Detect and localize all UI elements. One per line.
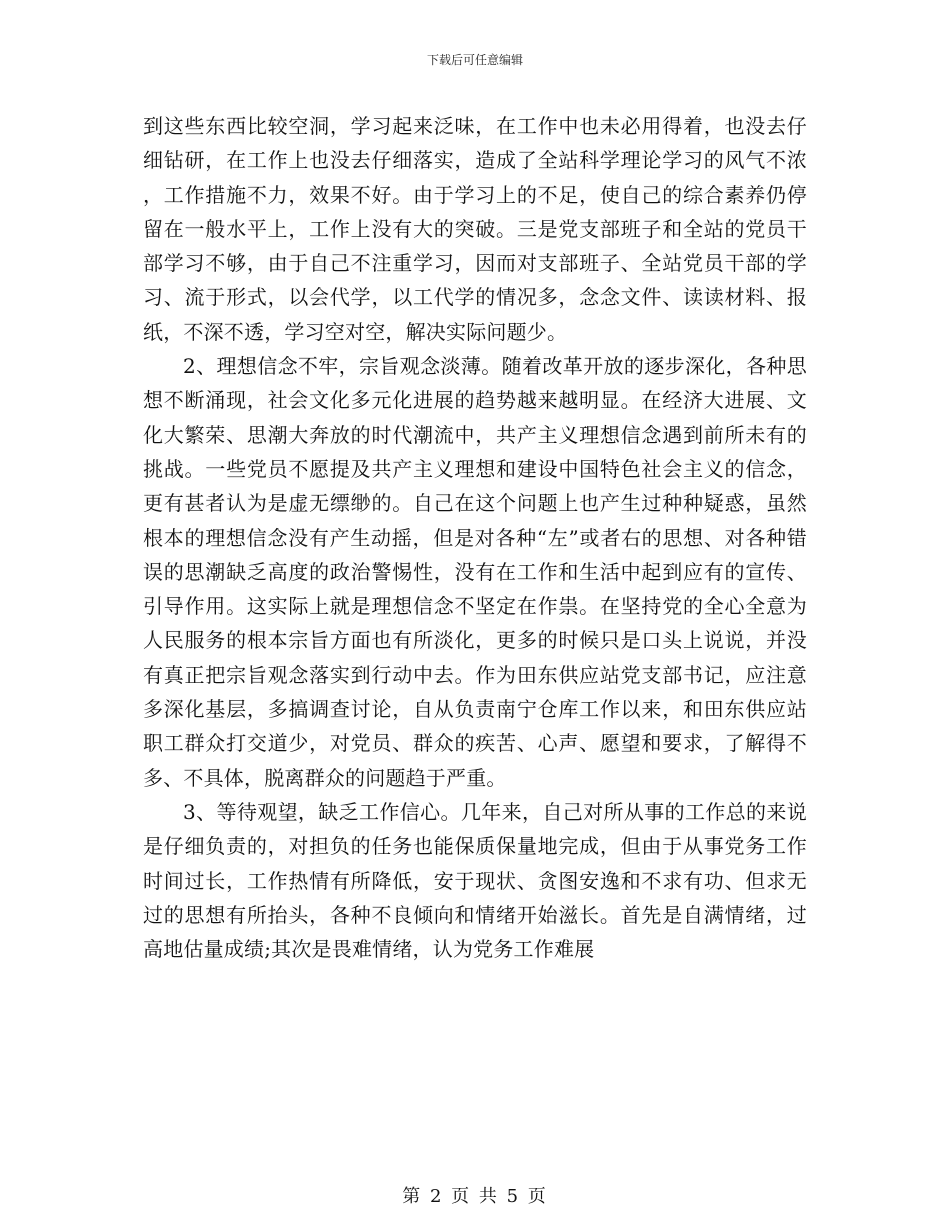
paragraph-ideals-beliefs: 2、理想信念不牢，宗旨观念淡薄。随着改革开放的逐步深化，各种思想不断涌现，社会文化多元化进展的趋势越来越明显。在经济大进展、文化大繁荣、思潮大奔放的时代潮流中，共产主义理想信念遇到前所未有的挑战。一些党员不愿提及共产主义理想和建设中国特色社会主义的信念，更有甚者认为是虚无缥缈的。自己在这个问题上也产生过种种疑惑，虽然根本的理想信念没有产生动摇，但是对各种“左”或者右的思想、对各种错误的思潮缺乏高度的政治警惕性，没有在工作和生活中起到应有的宣传、引导作用。这实际上就是理想信念不坚定在作祟。在坚持党的全心全意为人民服务的根本宗旨方面也有所淡化，更多的时候只是口头上说说，并没有真正把宗旨观念落实到行动中去。作为田东供应站党支部书记，应注意多深化基层，多搞调查讨论，自从负责南宁仓库工作以来，和田东供应站职工群众打交道少，对党员、群众的疾苦、心声、愿望和要求，了解得不多、不具体，脱离群众的问题趋于严重。 [143, 354, 807, 790]
paragraph-work-confidence: 3、等待观望，缺乏工作信心。几年来，自己对所从事的工作总的来说是仔细负责的，对担负的任务也能保质保量地完成，但由于从事党务工作时间过长，工作热情有所降低，安于现状、贪图安逸和不求有功、但求无过的思想有所抬头，各种不良倾向和情绪开始滋长。首先是自满情绪，过高地估量成绩;其次是畏难情绪，认为党务工作难展 [143, 799, 807, 962]
paragraph-continuation: 到这些东西比较空洞，学习起来泛味，在工作中也未必用得着，也没去仔细钻研，在工作上也没去仔细落实，造成了全站科学理论学习的风气不浓，工作措施不力，效果不好。由于学习上的不足，使自己的综合素养仍停留在一般水平上，工作上没有大的突破。三是党支部班子和全站的党员干部学习不够，由于自己不注重学习，因而对支部班子、全站党员干部的学习、流于形式，以会代学，以工代学的情况多，念念文件、读读材料、报纸，不深不透，学习空对空，解决实际问题少。 [143, 114, 807, 344]
page-footer: 第 2 页 共 5 页 [402, 1186, 548, 1207]
page-header: 下载后可任意编辑 [426, 53, 523, 67]
body-text [143, 109, 807, 966]
